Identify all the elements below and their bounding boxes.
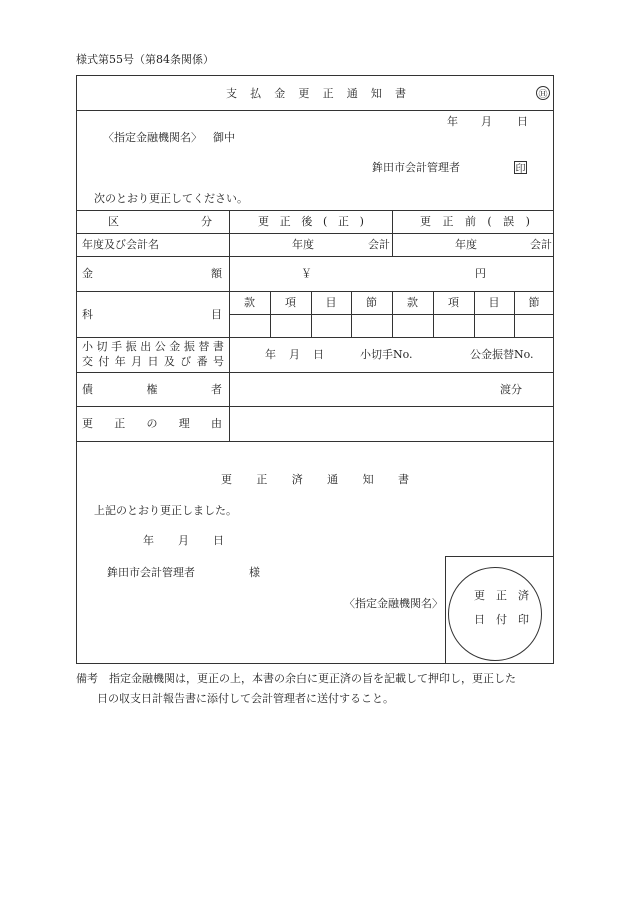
- footer-day: 日: [213, 534, 224, 547]
- justified-char: 書: [212, 340, 224, 353]
- after-kaikei: 会計: [368, 238, 390, 251]
- note-line-1: 備考 指定金融機関は，更正の上，本書の余白に更正済の旨を記載して押印し，更正した: [76, 672, 516, 685]
- rule-kubun: [76, 233, 554, 234]
- sub-setsu-2: 節: [528, 296, 540, 309]
- rule-kingaku: [76, 291, 554, 292]
- sub-moku-1: 目: [325, 296, 337, 309]
- justified-char: 書: [397, 473, 409, 486]
- justified-char: 正: [114, 417, 126, 430]
- footer-institution: 〈指定金融機関名〉: [344, 597, 443, 610]
- justified-char: ): [525, 215, 530, 228]
- justified-char: 手: [111, 340, 123, 353]
- justified-char: 権: [146, 383, 158, 396]
- yen-symbol: ￥: [301, 267, 312, 280]
- label-kingaku: [82, 268, 222, 279]
- label-kamoku: [82, 309, 222, 320]
- form-title: [226, 88, 406, 99]
- sub-moku-2: 目: [488, 296, 500, 309]
- justified-char: 正: [337, 215, 349, 228]
- justified-char: 号: [213, 355, 224, 368]
- sub-kan-2: 款: [407, 296, 418, 309]
- sub-kou-1: 項: [285, 296, 296, 309]
- justified-char: 通: [346, 87, 358, 100]
- justified-char: (: [487, 215, 492, 228]
- rule-riyu: [76, 441, 554, 442]
- footer-month: 月: [178, 534, 189, 547]
- after-nendo: 年度: [292, 238, 314, 251]
- header-institution: 〈指定金融機関名〉: [103, 131, 202, 144]
- justified-char: 切: [96, 340, 108, 353]
- justified-char: 正: [279, 215, 291, 228]
- yen-unit: 円: [475, 267, 486, 280]
- rule-header: [76, 210, 554, 211]
- rule-nendo: [76, 256, 554, 257]
- stamp-line-2: [474, 614, 529, 625]
- rule-title: [76, 110, 554, 111]
- justified-char: 公: [154, 340, 166, 353]
- justified-char: 済: [518, 589, 529, 602]
- seal-box: 印: [514, 161, 527, 174]
- justified-char: 書: [394, 87, 406, 100]
- justified-char: 更: [258, 215, 269, 228]
- label-nendo: 年度及び会計名: [82, 238, 159, 251]
- header-onchu: 御中: [213, 131, 235, 144]
- justified-char: 及: [163, 355, 175, 368]
- justified-char: 正: [496, 589, 507, 602]
- justified-char: 付: [496, 613, 507, 626]
- sub-kou-2: 項: [448, 296, 459, 309]
- header-month: 月: [481, 115, 492, 128]
- justified-char: 更: [82, 417, 93, 430]
- justified-char: 更: [420, 215, 431, 228]
- justified-char: 振: [183, 340, 195, 353]
- justified-char: 通: [327, 473, 339, 486]
- justified-char: ): [359, 215, 364, 228]
- justified-char: 金: [274, 87, 286, 100]
- justified-char: 目: [211, 308, 222, 321]
- rule-saiken: [76, 406, 554, 407]
- justified-char: (: [323, 215, 328, 228]
- footer-sama: 様: [249, 566, 260, 579]
- label-check-2: [82, 356, 224, 367]
- justified-char: 理: [178, 417, 190, 430]
- justified-char: 知: [362, 473, 374, 486]
- justified-char: び: [180, 355, 192, 368]
- justified-char: 振: [125, 340, 137, 353]
- stamp-line-1: [474, 590, 529, 601]
- label-before: [420, 216, 530, 227]
- justified-char: 由: [211, 417, 222, 430]
- label-saiken: [82, 384, 222, 395]
- sub-kan-1: 款: [244, 296, 255, 309]
- rule-stamp-box: [445, 556, 554, 557]
- justified-char: 者: [211, 383, 222, 396]
- header-manager: 鉾田市会計管理者: [372, 161, 460, 174]
- justified-char: 前: [464, 215, 476, 228]
- before-nendo: 年度: [455, 238, 477, 251]
- justified-char: 替: [198, 340, 210, 353]
- transfer-no: 公金振替No.: [470, 348, 534, 361]
- footer-text: 上記のとおり更正しました。: [94, 504, 237, 517]
- justified-char: 科: [82, 308, 93, 321]
- justified-char: 額: [211, 267, 222, 280]
- justified-char: 更: [221, 473, 232, 486]
- justified-char: 区: [108, 215, 119, 228]
- justified-char: 分: [201, 215, 212, 228]
- justified-char: 日: [147, 355, 159, 368]
- form-number: 様式第55号（第84条関係）: [76, 53, 214, 66]
- justified-char: 知: [370, 87, 382, 100]
- rule-check: [76, 372, 554, 373]
- stamp-mark-icon: Ⓗ: [536, 86, 550, 100]
- justified-char: 交: [82, 355, 93, 368]
- justified-char: 番: [196, 355, 208, 368]
- justified-char: 正: [256, 473, 268, 486]
- label-check-1: [82, 341, 224, 352]
- note-line-2: 日の収支日計報告書に添付して会計管理者に送付すること。: [97, 692, 394, 705]
- justified-char: 払: [250, 87, 262, 100]
- justified-char: 金: [82, 267, 93, 280]
- justified-char: 更: [298, 87, 310, 100]
- watashibun: 渡分: [500, 383, 522, 396]
- justified-char: 済: [291, 473, 303, 486]
- justified-char: 月: [131, 355, 143, 368]
- footer-year: 年: [143, 534, 154, 547]
- justified-char: 年: [114, 355, 126, 368]
- header-year: 年: [447, 115, 458, 128]
- header-instruction: 次のとおり更正してください。: [94, 192, 248, 205]
- justified-char: 誤: [503, 215, 515, 228]
- justified-char: 正: [442, 215, 454, 228]
- justified-char: 更: [474, 589, 485, 602]
- justified-char: 小: [82, 340, 93, 353]
- check-month: 月: [289, 348, 300, 361]
- label-after: [258, 216, 364, 227]
- rule-kamoku: [76, 337, 554, 338]
- label-kubun: [108, 216, 212, 227]
- justified-char: 出: [140, 340, 152, 353]
- check-year: 年: [265, 348, 276, 361]
- justified-char: 支: [226, 87, 237, 100]
- check-no: 小切手No.: [360, 348, 413, 361]
- header-day: 日: [517, 115, 528, 128]
- rule-stamp-box-left: [445, 556, 446, 664]
- label-riyu: [82, 418, 222, 429]
- sub-setsu-1: 節: [366, 296, 377, 309]
- justified-char: 後: [301, 215, 313, 228]
- justified-char: 正: [322, 87, 334, 100]
- justified-char: 日: [474, 613, 485, 626]
- before-kaikei: 会計: [530, 238, 552, 251]
- justified-char: 付: [98, 355, 110, 368]
- footer-title: [221, 474, 409, 485]
- justified-char: 印: [518, 613, 529, 626]
- justified-char: 金: [169, 340, 181, 353]
- footer-manager: 鉾田市会計管理者: [107, 566, 195, 579]
- rule-label-col: [229, 210, 230, 441]
- justified-char: の: [146, 417, 158, 430]
- check-day: 日: [313, 348, 324, 361]
- rule-mid-col-top: [392, 210, 393, 256]
- justified-char: 債: [82, 383, 93, 396]
